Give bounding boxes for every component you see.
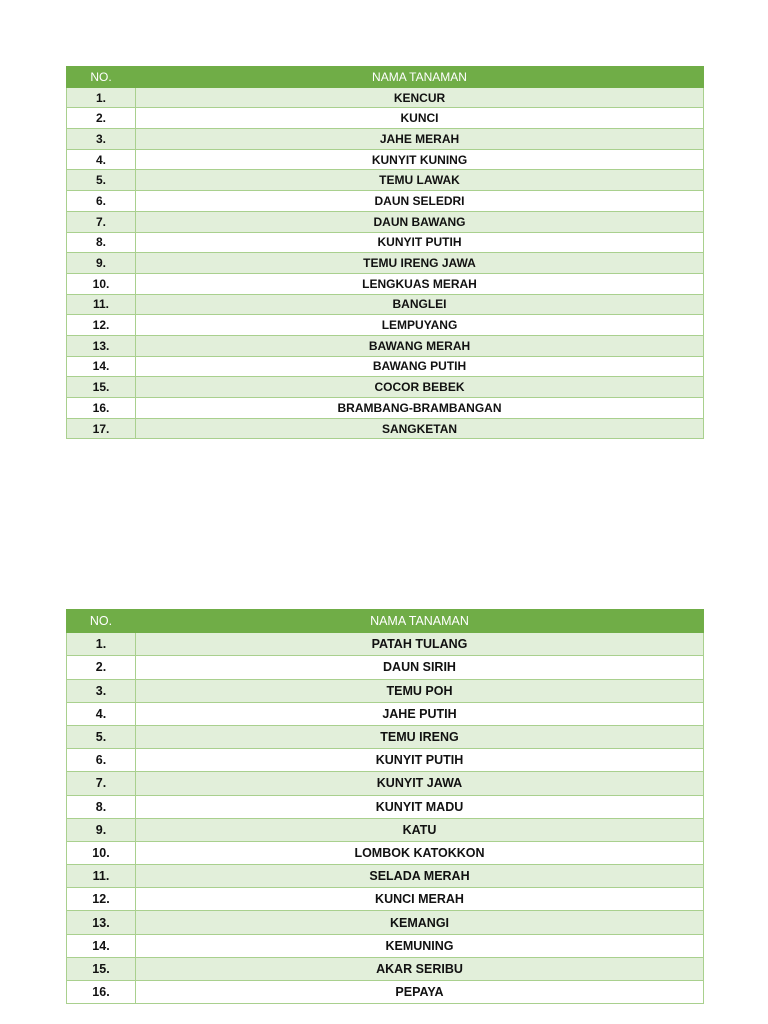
row-number: 4. (67, 149, 136, 170)
plant-name: JAHE PUTIH (136, 702, 704, 725)
plant-name: TEMU LAWAK (136, 170, 704, 191)
plant-name: JAHE MERAH (136, 129, 704, 150)
table-row (67, 108, 704, 129)
row-number: 1. (67, 87, 136, 108)
table-row (67, 725, 704, 748)
plant-name: SELADA MERAH (136, 865, 704, 888)
table-row (67, 934, 704, 957)
row-number: 8. (67, 232, 136, 253)
table-row (67, 232, 704, 253)
table-row (67, 702, 704, 725)
table-row (67, 253, 704, 274)
plant-name: BAWANG PUTIH (136, 356, 704, 377)
plant-name: TEMU IRENG (136, 725, 704, 748)
plant-name: DAUN SIRIH (136, 656, 704, 679)
row-number: 5. (67, 725, 136, 748)
table-row (67, 818, 704, 841)
plant-table-1 (66, 66, 704, 439)
row-number: 10. (67, 841, 136, 864)
table-row (67, 211, 704, 232)
table-row (67, 633, 704, 656)
plant-name: KEMUNING (136, 934, 704, 957)
table-row (67, 888, 704, 911)
table-row (67, 170, 704, 191)
plant-name: KUNYIT PUTIH (136, 232, 704, 253)
table-row (67, 377, 704, 398)
header-no: NO. (67, 610, 136, 633)
header-plant-name: NAMA TANAMAN (136, 67, 704, 88)
plant-table-2 (66, 609, 704, 1004)
row-number: 2. (67, 656, 136, 679)
table-body (67, 633, 704, 1004)
table-body (67, 87, 704, 439)
plant-name: BRAMBANG-BRAMBANGAN (136, 398, 704, 419)
plant-name: SANGKETAN (136, 418, 704, 439)
table-header-row (67, 610, 704, 633)
plant-name: LEMPUYANG (136, 315, 704, 336)
table-row (67, 981, 704, 1004)
plant-name: AKAR SERIBU (136, 957, 704, 980)
table-row (67, 398, 704, 419)
plant-name: KUNCI MERAH (136, 888, 704, 911)
table-row (67, 315, 704, 336)
row-number: 9. (67, 253, 136, 274)
row-number: 3. (67, 679, 136, 702)
row-number: 13. (67, 335, 136, 356)
table-row (67, 294, 704, 315)
table-row (67, 149, 704, 170)
row-number: 7. (67, 772, 136, 795)
table-row (67, 418, 704, 439)
row-number: 6. (67, 749, 136, 772)
table-row (67, 129, 704, 150)
table-header-row (67, 67, 704, 88)
plant-name: TEMU IRENG JAWA (136, 253, 704, 274)
row-number: 5. (67, 170, 136, 191)
row-number: 10. (67, 273, 136, 294)
table-row (67, 772, 704, 795)
row-number: 13. (67, 911, 136, 934)
table-row (67, 865, 704, 888)
row-number: 14. (67, 356, 136, 377)
plant-name: LENGKUAS MERAH (136, 273, 704, 294)
row-number: 12. (67, 315, 136, 336)
plant-name: COCOR BEBEK (136, 377, 704, 398)
plant-name: TEMU POH (136, 679, 704, 702)
row-number: 2. (67, 108, 136, 129)
plant-name: KUNYIT PUTIH (136, 749, 704, 772)
row-number: 15. (67, 957, 136, 980)
table-row (67, 87, 704, 108)
row-number: 11. (67, 865, 136, 888)
plant-name: KUNYIT MADU (136, 795, 704, 818)
table-row (67, 273, 704, 294)
table-row (67, 656, 704, 679)
row-number: 16. (67, 981, 136, 1004)
table-row (67, 335, 704, 356)
table-row (67, 841, 704, 864)
row-number: 11. (67, 294, 136, 315)
plant-name: KUNYIT JAWA (136, 772, 704, 795)
table-row (67, 191, 704, 212)
row-number: 4. (67, 702, 136, 725)
row-number: 6. (67, 191, 136, 212)
header-plant-name: NAMA TANAMAN (136, 610, 704, 633)
plant-name: KENCUR (136, 87, 704, 108)
plant-name: KUNCI (136, 108, 704, 129)
plant-name: PATAH TULANG (136, 633, 704, 656)
row-number: 8. (67, 795, 136, 818)
row-number: 16. (67, 398, 136, 419)
row-number: 12. (67, 888, 136, 911)
plant-name: PEPAYA (136, 981, 704, 1004)
plant-name: KATU (136, 818, 704, 841)
table-row (67, 911, 704, 934)
plant-name: DAUN SELEDRI (136, 191, 704, 212)
table-row (67, 356, 704, 377)
row-number: 9. (67, 818, 136, 841)
row-number: 3. (67, 129, 136, 150)
row-number: 17. (67, 418, 136, 439)
table-row (67, 679, 704, 702)
row-number: 15. (67, 377, 136, 398)
plant-name: KEMANGI (136, 911, 704, 934)
row-number: 1. (67, 633, 136, 656)
row-number: 14. (67, 934, 136, 957)
table-row (67, 749, 704, 772)
table-row (67, 795, 704, 818)
plant-name: DAUN BAWANG (136, 211, 704, 232)
table-row (67, 957, 704, 980)
row-number: 7. (67, 211, 136, 232)
header-no: NO. (67, 67, 136, 88)
plant-name: LOMBOK KATOKKON (136, 841, 704, 864)
plant-name: BANGLEI (136, 294, 704, 315)
plant-name: BAWANG MERAH (136, 335, 704, 356)
plant-name: KUNYIT KUNING (136, 149, 704, 170)
